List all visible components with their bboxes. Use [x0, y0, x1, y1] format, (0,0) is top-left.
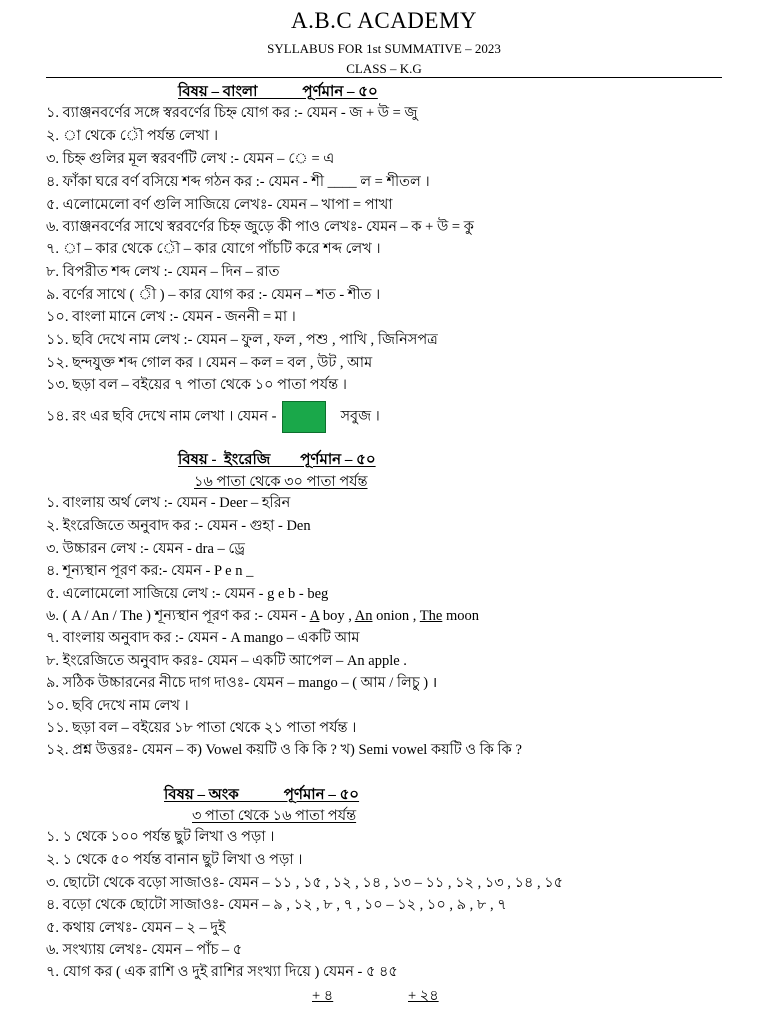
english-item-2: ২. ইংরেজিতে অনুবাদ কর :- যেমন - গুহা - Den	[46, 518, 311, 534]
addition-example-a: + ৪	[312, 988, 334, 1004]
english-item-1: ১. বাংলায় অর্থ লেখ :- যেমন - Deer – হরিন	[46, 495, 291, 511]
article-a-rest: boy ,	[319, 608, 355, 624]
bangla-item-12: ১২. ছন্দযুক্ত শব্দ গোল কর । যেমন – কল = বল , উট , আম	[46, 355, 373, 371]
bangla-item-6: ৬. ব্যাঞ্জনবর্ণের সাথে স্বরবর্ণের চিহ্ন জুড়ে কী পাও লেখঃ- যেমন – ক + উ = কু	[46, 219, 474, 235]
bangla-item-13: ১৩. ছড়া বল – বইয়ের ৭ পাতা থেকে ১০ পাতা পর্যন্ত ।	[46, 377, 347, 393]
addition-example-b: + ২৪	[408, 988, 439, 1004]
bangla-item-14-prefix: ১৪. রং এর ছবি দেখে নাম লেখা । যেমন -	[46, 408, 277, 425]
bangla-item-4: ৪. ফাঁকা ঘরে বর্ণ বসিয়ে শব্দ গঠন কর :- যেমন - শী ____ ল = শীতল ।	[46, 174, 430, 190]
bangla-item-7: ৭. া – কার থেকে ৌ – কার যোগে পাঁচটি করে শব্দ লেখ ।	[46, 241, 381, 257]
english-item-3: ৩. উচ্চারন লেখ :- যেমন - dra – ড্রে	[46, 541, 245, 557]
math-item-4: ৪. বড়ো থেকে ছোটো সাজাওঃ- যেমন – ৯ , ১২ , ৮ , ৭ , ১০ – ১২ , ১০ , ৯ , ৮ , ৭	[46, 897, 507, 913]
english-item-12: ১২. প্রশ্ন উত্তরঃ- যেমন – ক) Vowel কয়টি ও কি কি ? খ) Semi vowel কয়টি ও কি কি ?	[46, 742, 522, 758]
english-item-6-prefix: ৬. ( A / An / The ) শূন্যস্থান পূরণ কর :- যেমন -	[46, 608, 310, 624]
bangla-item-8: ৮. বিপরীত শব্দ লেখ :- যেমন – দিন – রাত	[46, 264, 280, 280]
article-a: A	[309, 608, 320, 624]
english-item-11: ১১. ছড়া বল – বইয়ের ১৮ পাতা থেকে ২১ পাতা পর্যন্ত ।	[46, 720, 357, 736]
math-item-6: ৬. সংখ্যায় লেখঃ- যেমন – পাঁচ – ৫	[46, 942, 243, 958]
english-item-8: ৮. ইংরেজিতে অনুবাদ করঃ- যেমন – একটি আপেল – An apple .	[46, 653, 407, 669]
bangla-item-10: ১০. বাংলা মানে লেখ :- যেমন - জননী = মা ।	[46, 309, 296, 325]
syllabus-subtitle: SYLLABUS FOR 1st SUMMATIVE – 2023	[267, 41, 501, 56]
english-item-10: ১০. ছবি দেখে নাম লেখ ।	[46, 698, 189, 714]
green-color-swatch	[282, 401, 326, 433]
english-item-4: ৪. শূন্যস্থান পূরণ কর:- যেমন - P e n _	[46, 563, 254, 579]
english-item-9: ৯. সঠিক উচ্চারনের নীচে দাগ দাওঃ- যেমন – mango – ( আম / লিচু ) ।	[46, 675, 438, 691]
bangla-item-9: ৯. বর্ণের সাথে ( ী ) – কার যোগ কর :- যেমন – শত - শীত ।	[46, 287, 381, 303]
english-item-6	[46, 606, 479, 626]
math-heading: বিষয় – অংক পূর্ণমান – ৫০	[164, 787, 360, 803]
bangla-item-14	[46, 401, 380, 433]
academy-title: A.B.C ACADEMY	[290, 8, 478, 33]
bangla-item-11: ১১. ছবি দেখে নাম লেখ :- যেমন – ফুল , ফল , পশু , পাখি , জিনিসপত্র	[46, 332, 438, 348]
bangla-item-2: ২. া থেকে ৌ পর্যন্ত লেখা ।	[46, 128, 219, 144]
article-an-rest: onion ,	[372, 608, 420, 624]
class-line: CLASS – K.G	[346, 61, 422, 76]
english-item-5: ৫. এলোমেলো সাজিয়ে লেখ :- যেমন - g e b - beg	[46, 586, 329, 602]
article-the-rest: moon	[442, 608, 479, 624]
article-the: The	[419, 608, 443, 624]
english-item-7: ৭. বাংলায় অনুবাদ কর :- যেমন - A mango – একটি আম	[46, 630, 360, 646]
bangla-heading: বিষয় – বাংলা পূর্ণমান – ৫০	[178, 84, 378, 100]
bangla-item-1: ১. ব্যাঞ্জনবর্ণের সঙ্গে স্বরবর্ণের চিহ্ন যোগ কর :- যেমন - জ + উ = জু	[46, 105, 418, 121]
math-item-7: ৭. যোগ কর ( এক রাশি ও দুই রাশির সংখ্যা দিয়ে ) যেমন - ৫ ৪৫	[46, 964, 398, 980]
math-item-2: ২. ১ থেকে ৫০ পর্যন্ত বানান ছুট লিখা ও পড়া ।	[46, 852, 303, 868]
bangla-item-5: ৫. এলোমেলো বর্ণ গুলি সাজিয়ে লেখঃ- যেমন – খাপা = পাখা	[46, 197, 393, 213]
math-item-1: ১. ১ থেকে ১০০ পর্যন্ত ছুট লিখা ও পড়া ।	[46, 829, 275, 845]
math-page-range: ৩ পাতা থেকে ১৬ পাতা পর্যন্ত	[192, 808, 357, 824]
bangla-item-14-suffix: সবুজ ।	[340, 408, 380, 425]
math-item-3: ৩. ছোটো থেকে বড়ো সাজাওঃ- যেমন – ১১ , ১৫ , ১২ , ১৪ , ১৩ – ১১ , ১২ , ১৩ , ১৪ , ১৫	[46, 875, 564, 891]
header-divider	[46, 77, 722, 78]
english-heading: বিষয় - ইংরেজি পূর্ণমান – ৫০	[178, 452, 376, 468]
article-an: An	[354, 608, 373, 624]
bangla-item-3: ৩. চিহ্ন গুলির মূল স্বরবর্ণটি লেখ :- যেমন – ে = এ	[46, 151, 335, 167]
english-page-range: ১৬ পাতা থেকে ৩০ পাতা পর্যন্ত	[194, 474, 368, 490]
math-item-5: ৫. কথায় লেখঃ- যেমন – ২ – দুই	[46, 920, 226, 936]
